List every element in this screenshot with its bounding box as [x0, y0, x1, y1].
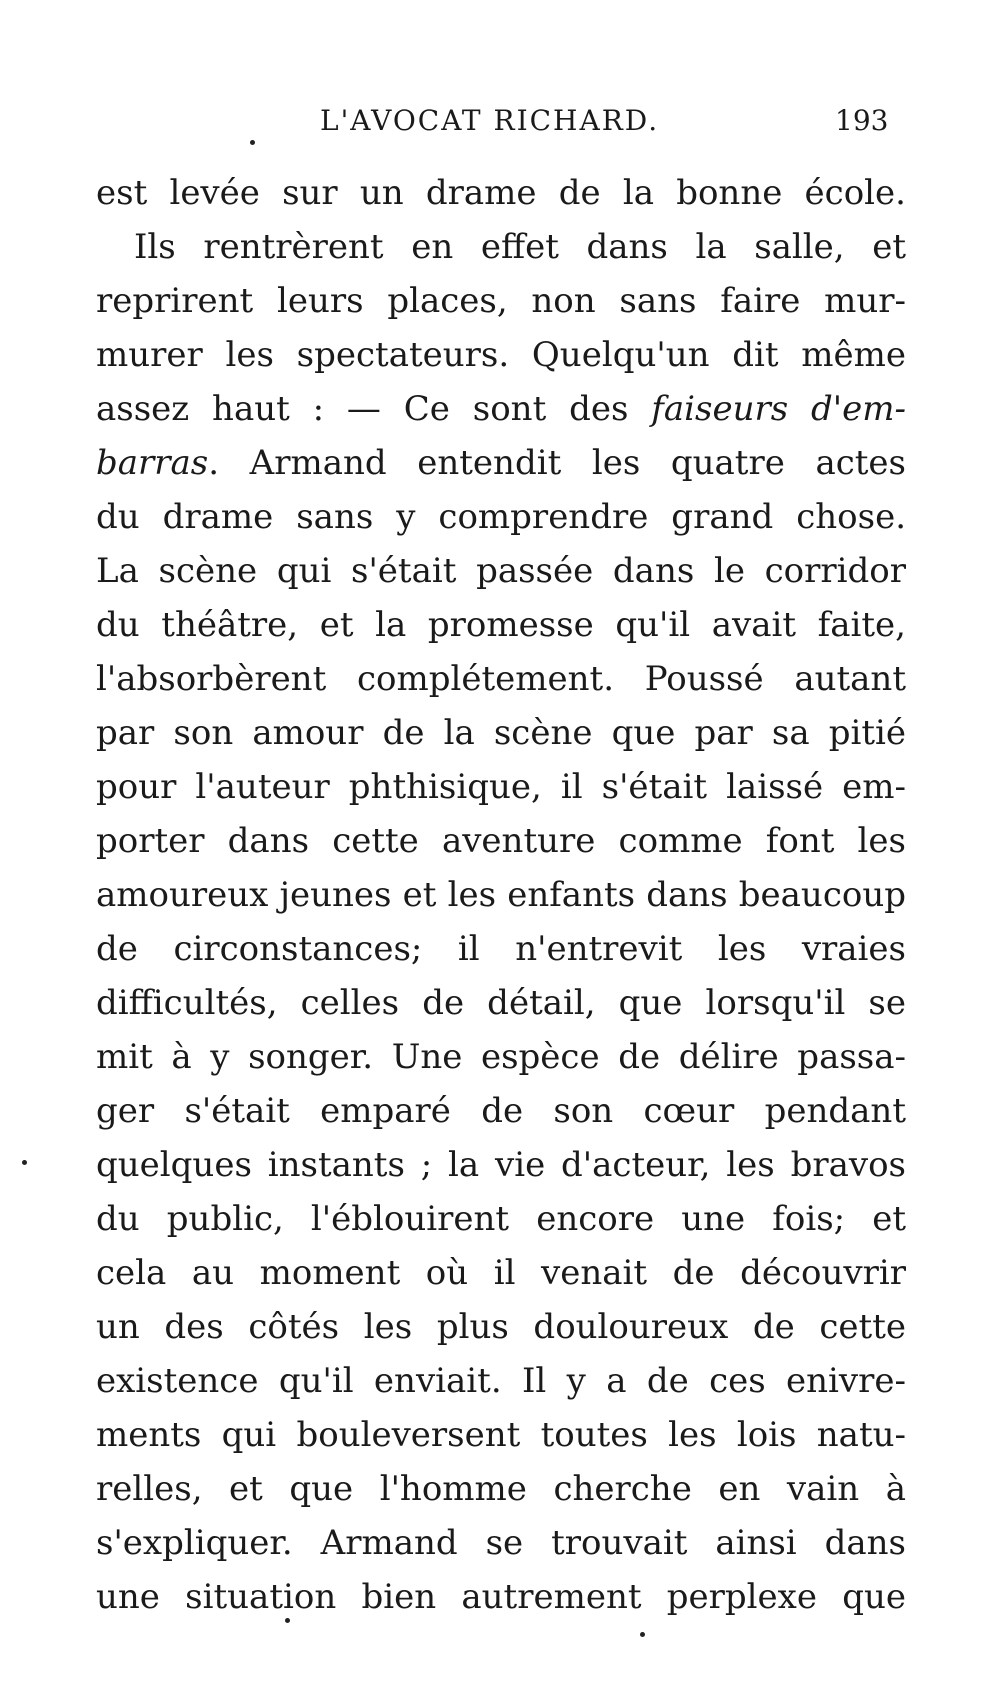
text-line-17: mit à y songer. Une espèce de délire passa- — [96, 1037, 906, 1077]
text-line-5 — [96, 382, 906, 436]
text-line-22: un des côtés les plus douloureux de cette — [96, 1307, 906, 1347]
text-line-5-roman: assez haut : — Ce sont des — [96, 389, 652, 429]
print-speck — [250, 140, 255, 145]
text-line-21: cela au moment où il venait de découvrir — [96, 1253, 906, 1293]
text-line-5-italic: faiseurs d'em- — [651, 389, 906, 429]
text-line-7: du drame sans y comprendre grand chose. — [96, 497, 906, 537]
text-line-27: une situation bien autrement perplexe que — [96, 1577, 906, 1617]
text-line-15: de circonstances; il n'entrevit les vraies — [96, 929, 906, 969]
text-line-20: du public, l'éblouirent encore une fois; et — [96, 1199, 906, 1239]
page-number: 193 — [835, 104, 889, 137]
text-line-13: porter dans cette aventure comme font les — [96, 821, 906, 861]
text-line-6 — [96, 436, 906, 490]
text-line-19: quelques instants ; la vie d'acteur, les bravos — [96, 1145, 906, 1185]
running-head — [0, 104, 1000, 144]
print-speck — [285, 1618, 290, 1623]
text-line-2: Ils rentrèrent en effet dans la salle, et — [134, 227, 906, 267]
print-speck — [640, 1632, 645, 1637]
text-line-4: murer les spectateurs. Quelqu'un dit même — [96, 335, 906, 375]
text-line-3: reprirent leurs places, non sans faire mur- — [96, 281, 906, 321]
body-text — [96, 166, 906, 1624]
text-line-14: amoureux jeunes et les enfants dans beaucoup — [96, 875, 906, 915]
text-line-6-roman: . Armand entendit les quatre actes — [208, 443, 906, 483]
text-line-26: s'expliquer. Armand se trouvait ainsi dans — [96, 1523, 906, 1563]
text-line-11: par son amour de la scène que par sa pitié — [96, 713, 906, 753]
text-line-25: relles, et que l'homme cherche en vain à — [96, 1469, 906, 1509]
text-line-24: ments qui bouleversent toutes les lois natu- — [96, 1415, 906, 1455]
text-line-6-italic: barras — [96, 443, 209, 483]
text-line-16: difficultés, celles de détail, que lorsqu'il se — [96, 983, 906, 1023]
text-line-12: pour l'auteur phthisique, il s'était laissé em- — [96, 767, 906, 807]
text-line-9: du théâtre, et la promesse qu'il avait faite, — [96, 605, 906, 645]
text-line-1: est levée sur un drame de la bonne école. — [96, 173, 906, 213]
text-line-10: l'absorbèrent complétement. Poussé autant — [96, 659, 906, 699]
text-line-18: ger s'était emparé de son cœur pendant — [96, 1091, 906, 1131]
running-title: L'AVOCAT RICHARD. — [320, 104, 660, 137]
print-speck — [22, 1160, 27, 1165]
text-line-23: existence qu'il enviait. Il y a de ces enivre- — [96, 1361, 906, 1401]
text-line-8: La scène qui s'était passée dans le corridor — [96, 551, 906, 591]
